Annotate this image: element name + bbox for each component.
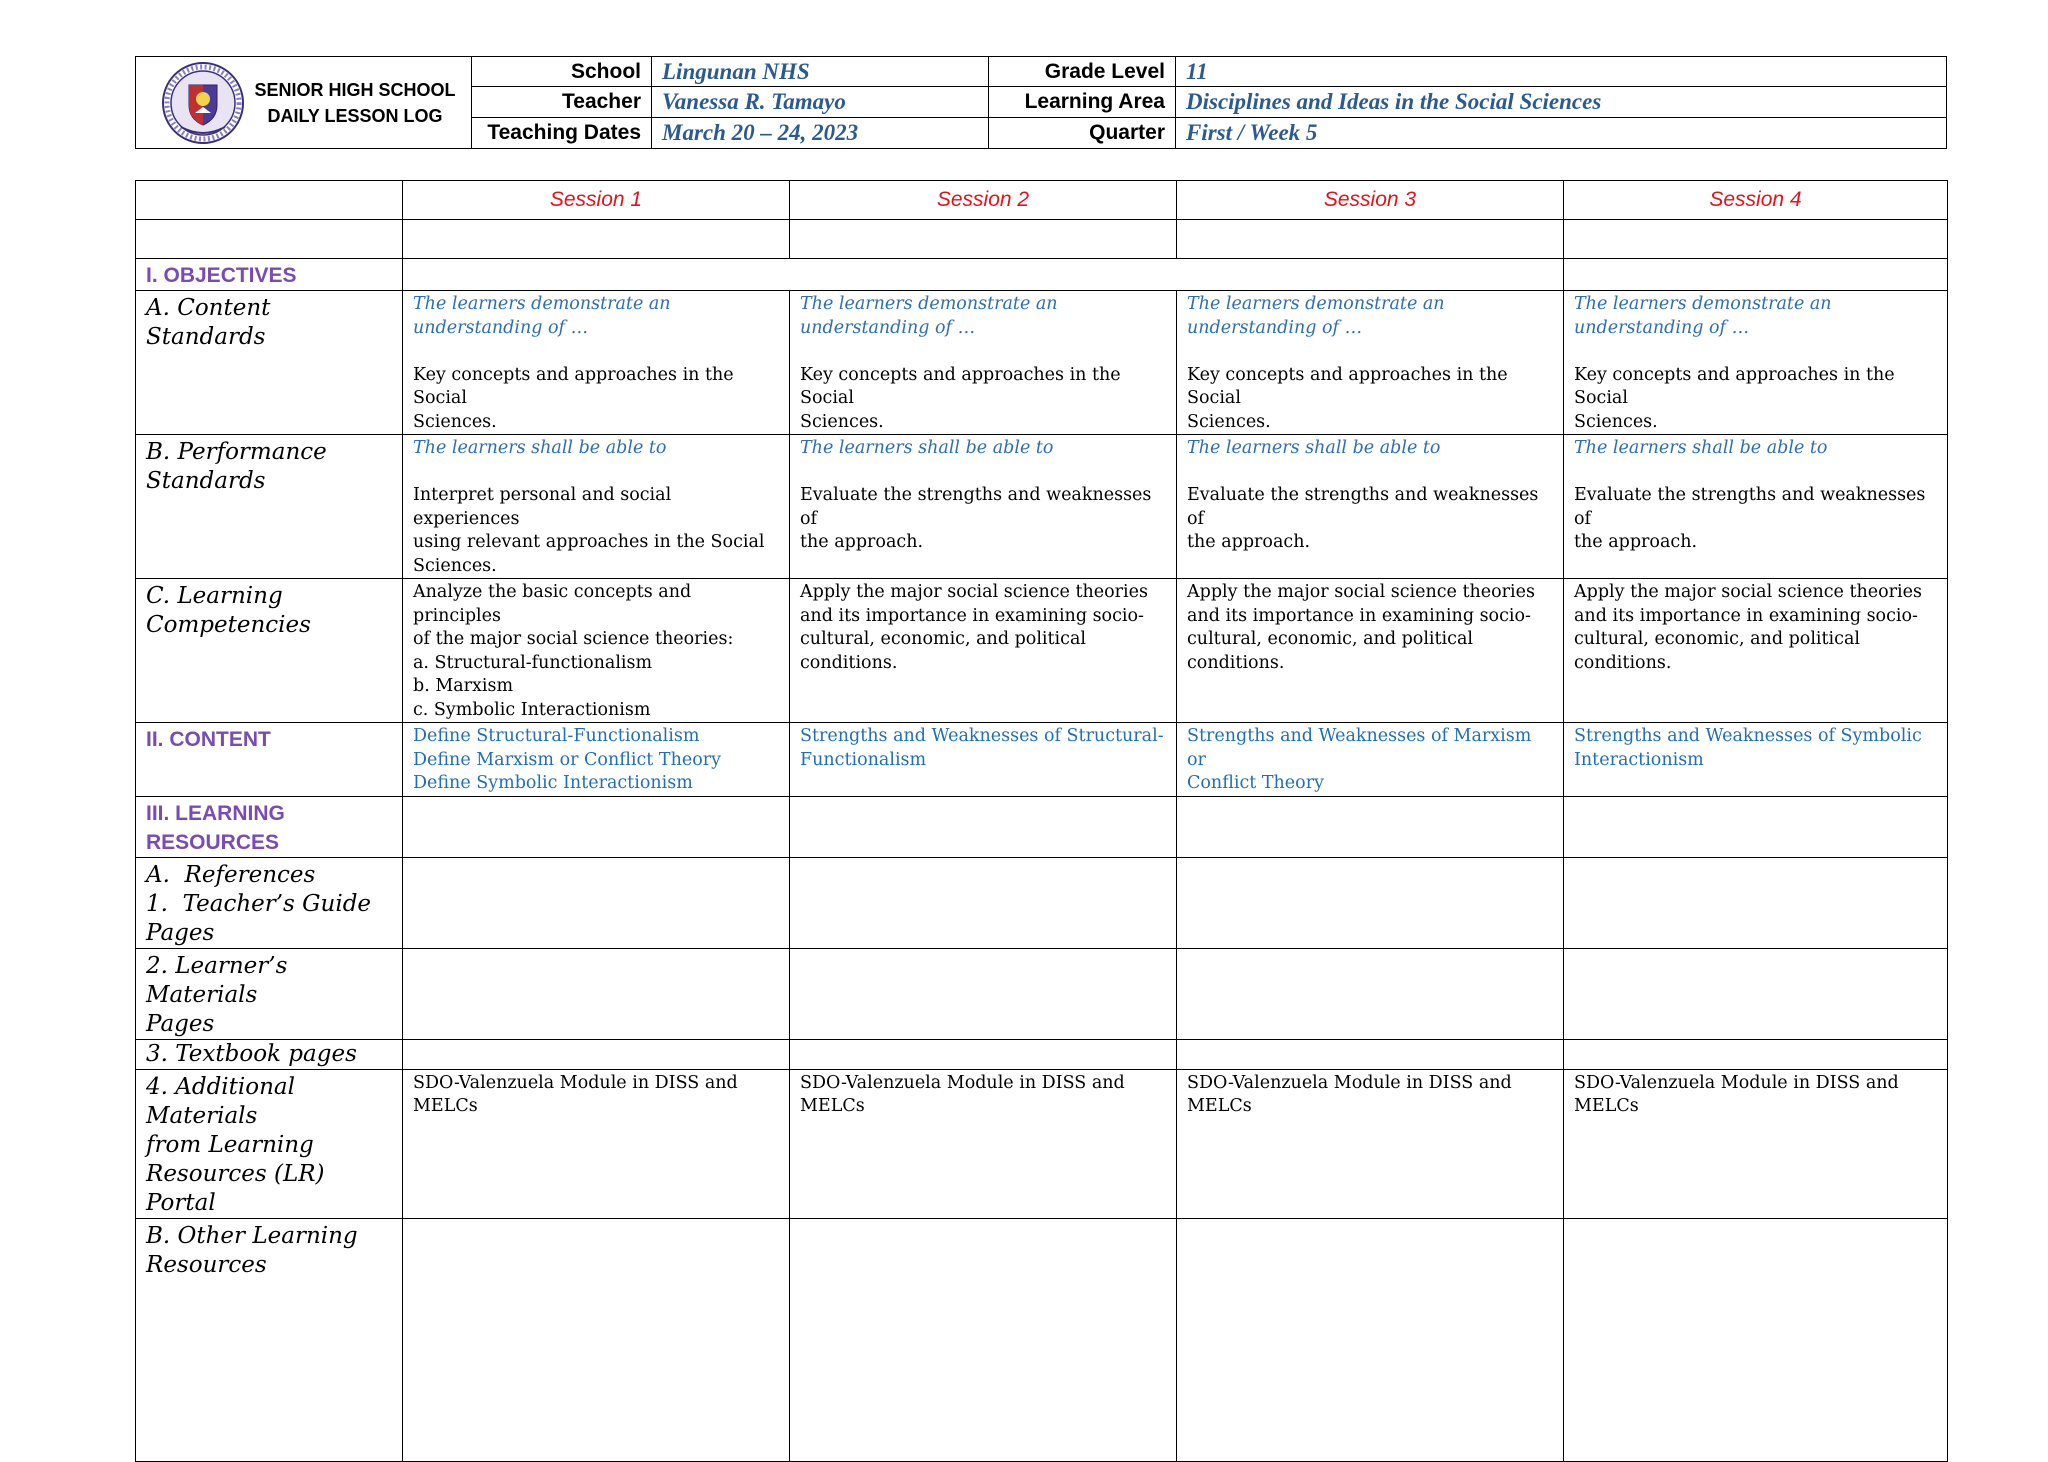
am-l1: SDO-Valenzuela Module in DISS and <box>1574 1072 1899 1093</box>
other-resources-label <box>136 1218 403 1461</box>
am-l2: MELCs <box>800 1096 865 1116</box>
header-info-grid <box>472 57 1946 148</box>
content-s1 <box>403 723 790 797</box>
additional-label-l1: 4. Additional Materials <box>146 1073 295 1129</box>
header-table <box>135 56 1947 149</box>
cs-text-l2: Sciences. <box>413 411 497 432</box>
performance-standards-row <box>136 435 1948 579</box>
content-s1-l3: Define Symbolic Interactionism <box>413 773 693 793</box>
lc-s3-l4: conditions. <box>1187 652 1285 673</box>
content-s1-l2: Define Marxism or Conflict Theory <box>413 749 721 770</box>
learners-materials-label-l1: 2. Learner’s Materials <box>146 952 288 1008</box>
lc-s3-l2: and its importance in examining socio- <box>1187 605 1531 626</box>
teacher-value: Vanessa R. Tamayo <box>652 87 989 116</box>
content-s3-l2: Conflict Theory <box>1187 773 1324 793</box>
references-label <box>136 857 403 948</box>
header-title-line1: SENIOR HIGH SCHOOL <box>254 79 456 100</box>
lc-s1-l4: b. Marxism <box>413 676 514 696</box>
lc-s2-l1: Apply the major social science theories <box>800 582 1148 602</box>
cs-text-l2: Sciences. <box>1187 411 1271 432</box>
lc-s3-l1: Apply the major social science theories <box>1187 582 1535 602</box>
content-row <box>136 723 1948 797</box>
lc-s4-l4: conditions. <box>1574 652 1672 673</box>
references-row <box>136 857 1948 948</box>
am-l2: MELCs <box>413 1096 478 1116</box>
session-header-row <box>136 181 1948 220</box>
session-2-heading: Session 2 <box>790 181 1177 220</box>
references-label-l1: A. References <box>146 861 316 888</box>
teachers-guide-label-l2: Pages <box>146 919 215 946</box>
ps-s2-l1: Evaluate the strengths and weaknesses of <box>800 485 1152 529</box>
lc-s2-l4: conditions. <box>800 652 898 673</box>
content-standards-s4 <box>1564 291 1948 435</box>
ps-prompt: The learners shall be able to <box>1574 438 1828 458</box>
learning-competencies-label <box>136 579 403 723</box>
performance-standards-s2 <box>790 435 1177 579</box>
ps-s3-l1: Evaluate the strengths and weaknesses of <box>1187 485 1539 529</box>
teachers-guide-label-l1: 1. Teacher’s Guide <box>146 890 372 917</box>
competencies-s1 <box>403 579 790 723</box>
ps-s2-l2: the approach. <box>800 532 924 552</box>
performance-standards-s4 <box>1564 435 1948 579</box>
cs-prompt-l1: The learners demonstrate an <box>800 294 1058 314</box>
school-value: Lingunan NHS <box>652 57 989 86</box>
performance-standards-s3 <box>1177 435 1564 579</box>
cs-text-l2: Sciences. <box>800 411 884 432</box>
ps-s4-l2: the approach. <box>1574 532 1698 552</box>
other-label-l1: B. Other Learning <box>146 1222 358 1249</box>
competencies-s4 <box>1564 579 1948 723</box>
content-s1-l1: Define Structural-Functionalism <box>413 726 700 746</box>
additional-s3 <box>1177 1069 1564 1218</box>
cs-text-l2: Sciences. <box>1574 411 1658 432</box>
header-row-teacher <box>472 87 1946 117</box>
objectives-heading: I. OBJECTIVES <box>136 259 403 291</box>
cs-text-l1: Key concepts and approaches in the Social <box>413 364 734 408</box>
learning-resources-row <box>136 796 1948 857</box>
ps-s1-l2: using relevant approaches in the Social <box>413 532 765 552</box>
content-standards-s2 <box>790 291 1177 435</box>
content-heading: II. CONTENT <box>136 723 403 797</box>
learning-resources-heading <box>136 796 403 857</box>
content-s2-l2: Functionalism <box>800 749 927 770</box>
grade-level-value: 11 <box>1186 58 1208 84</box>
competencies-s2 <box>790 579 1177 723</box>
resources-heading-l2: RESOURCES <box>146 830 280 854</box>
header-title-line2: DAILY LESSON LOG <box>267 105 443 126</box>
cs-text-l1: Key concepts and approaches in the Social <box>1187 364 1508 408</box>
cs-prompt-l2: understanding of … <box>413 317 589 338</box>
cs-prompt-l1: The learners demonstrate an <box>1187 294 1445 314</box>
learners-materials-label <box>136 948 403 1039</box>
performance-standards-s1 <box>403 435 790 579</box>
additional-materials-label <box>136 1069 403 1218</box>
cs-prompt-l2: understanding of … <box>1574 317 1750 338</box>
additional-s2 <box>790 1069 1177 1218</box>
learning-area-value: Disciplines and Ideas in the Social Sciences <box>1186 88 1602 114</box>
ps-prompt: The learners shall be able to <box>413 438 667 458</box>
header-title <box>239 77 471 129</box>
cs-prompt-l2: understanding of … <box>1187 317 1363 338</box>
teacher-label: Teacher <box>472 87 652 116</box>
content-standards-s1 <box>403 291 790 435</box>
lc-s4-l1: Apply the major social science theories <box>1574 582 1922 602</box>
competencies-label-l1: C. Learning <box>146 583 283 609</box>
lc-s2-l2: and its importance in examining socio- <box>800 605 1144 626</box>
performance-label-l2: Standards <box>146 468 266 494</box>
quarter-label: Quarter <box>989 118 1176 148</box>
cs-text-l1: Key concepts and approaches in the Social <box>800 364 1121 408</box>
content-s3 <box>1177 723 1564 797</box>
content-s2-l1: Strengths and Weaknesses of Structural- <box>800 726 1164 746</box>
objectives-section-row <box>136 259 1948 291</box>
content-s4-l2: Interactionism <box>1574 749 1704 770</box>
performance-standards-label <box>136 435 403 579</box>
session-4-heading: Session 4 <box>1564 181 1948 220</box>
am-l1: SDO-Valenzuela Module in DISS and <box>1187 1072 1512 1093</box>
lc-s1-l1: Analyze the basic concepts and principles <box>413 582 692 626</box>
additional-s1 <box>403 1069 790 1218</box>
textbook-label: 3. Textbook pages <box>136 1039 403 1069</box>
learners-materials-row <box>136 948 1948 1039</box>
additional-label-l3: Resources (LR) Portal <box>146 1160 325 1216</box>
session-1-heading: Session 1 <box>403 181 790 220</box>
ps-s4-l1: Evaluate the strengths and weaknesses of <box>1574 485 1926 529</box>
content-standards-s3 <box>1177 291 1564 435</box>
other-resources-row <box>136 1218 1948 1461</box>
content-s2 <box>790 723 1177 797</box>
school-seal-icon <box>161 61 245 145</box>
lc-s2-l3: cultural, economic, and political <box>800 629 1086 649</box>
am-l1: SDO-Valenzuela Module in DISS and <box>413 1072 738 1093</box>
resources-heading-l1: III. LEARNING <box>146 801 285 825</box>
competencies-s3 <box>1177 579 1564 723</box>
ps-s1-l3: Sciences. <box>413 555 497 576</box>
learning-area-label: Learning Area <box>989 87 1176 116</box>
lc-s1-l5: c. Symbolic Interactionism <box>413 699 651 720</box>
session-3-heading: Session 3 <box>1177 181 1564 220</box>
lc-s4-l2: and its importance in examining socio- <box>1574 605 1918 626</box>
content-s4-l1: Strengths and Weaknesses of Symbolic <box>1574 726 1922 746</box>
content-standards-label: A. Content Standards <box>136 291 403 435</box>
other-label-l2: Resources <box>146 1251 267 1278</box>
quarter-value: First / Week 5 <box>1186 119 1318 145</box>
lesson-log-table <box>135 180 1948 1462</box>
teaching-dates-value: March 20 – 24, 2023 <box>652 118 989 148</box>
cs-prompt-l1: The learners demonstrate an <box>413 294 671 314</box>
am-l2: MELCs <box>1187 1096 1252 1116</box>
learners-materials-label-l2: Pages <box>146 1010 215 1037</box>
content-s3-l1: Strengths and Weaknesses of Marxism or <box>1187 726 1532 770</box>
ps-prompt: The learners shall be able to <box>1187 438 1441 458</box>
cs-prompt-l1: The learners demonstrate an <box>1574 294 1832 314</box>
learning-competencies-row <box>136 579 1948 723</box>
lc-s1-l3: a. Structural-functionalism <box>413 652 653 673</box>
content-standards-row <box>136 291 1948 435</box>
additional-s4 <box>1564 1069 1948 1218</box>
lc-s3-l3: cultural, economic, and political <box>1187 629 1473 649</box>
lc-s4-l3: cultural, economic, and political <box>1574 629 1860 649</box>
cs-prompt-l2: understanding of … <box>800 317 976 338</box>
additional-label-l2: from Learning <box>146 1131 314 1158</box>
cs-text-l1: Key concepts and approaches in the Social <box>1574 364 1895 408</box>
grade-level-label: Grade Level <box>989 57 1176 86</box>
ps-s1-l1: Interpret personal and social experiences <box>413 485 672 529</box>
header-logo-cell <box>136 57 472 148</box>
textbook-row <box>136 1039 1948 1069</box>
performance-label-l1: B. Performance <box>146 439 327 465</box>
am-l1: SDO-Valenzuela Module in DISS and <box>800 1072 1125 1093</box>
school-label: School <box>472 57 652 86</box>
teaching-dates-label: Teaching Dates <box>472 118 652 148</box>
content-s4 <box>1564 723 1948 797</box>
additional-materials-row <box>136 1069 1948 1218</box>
am-l2: MELCs <box>1574 1096 1639 1116</box>
corner-cell <box>136 181 403 220</box>
header-row-dates <box>472 118 1946 148</box>
blank-row <box>136 220 1948 259</box>
competencies-label-l2: Competencies <box>146 612 311 638</box>
ps-s3-l2: the approach. <box>1187 532 1311 552</box>
header-row-school <box>472 57 1946 87</box>
ps-prompt: The learners shall be able to <box>800 438 1054 458</box>
lc-s1-l2: of the major social science theories: <box>413 629 734 649</box>
